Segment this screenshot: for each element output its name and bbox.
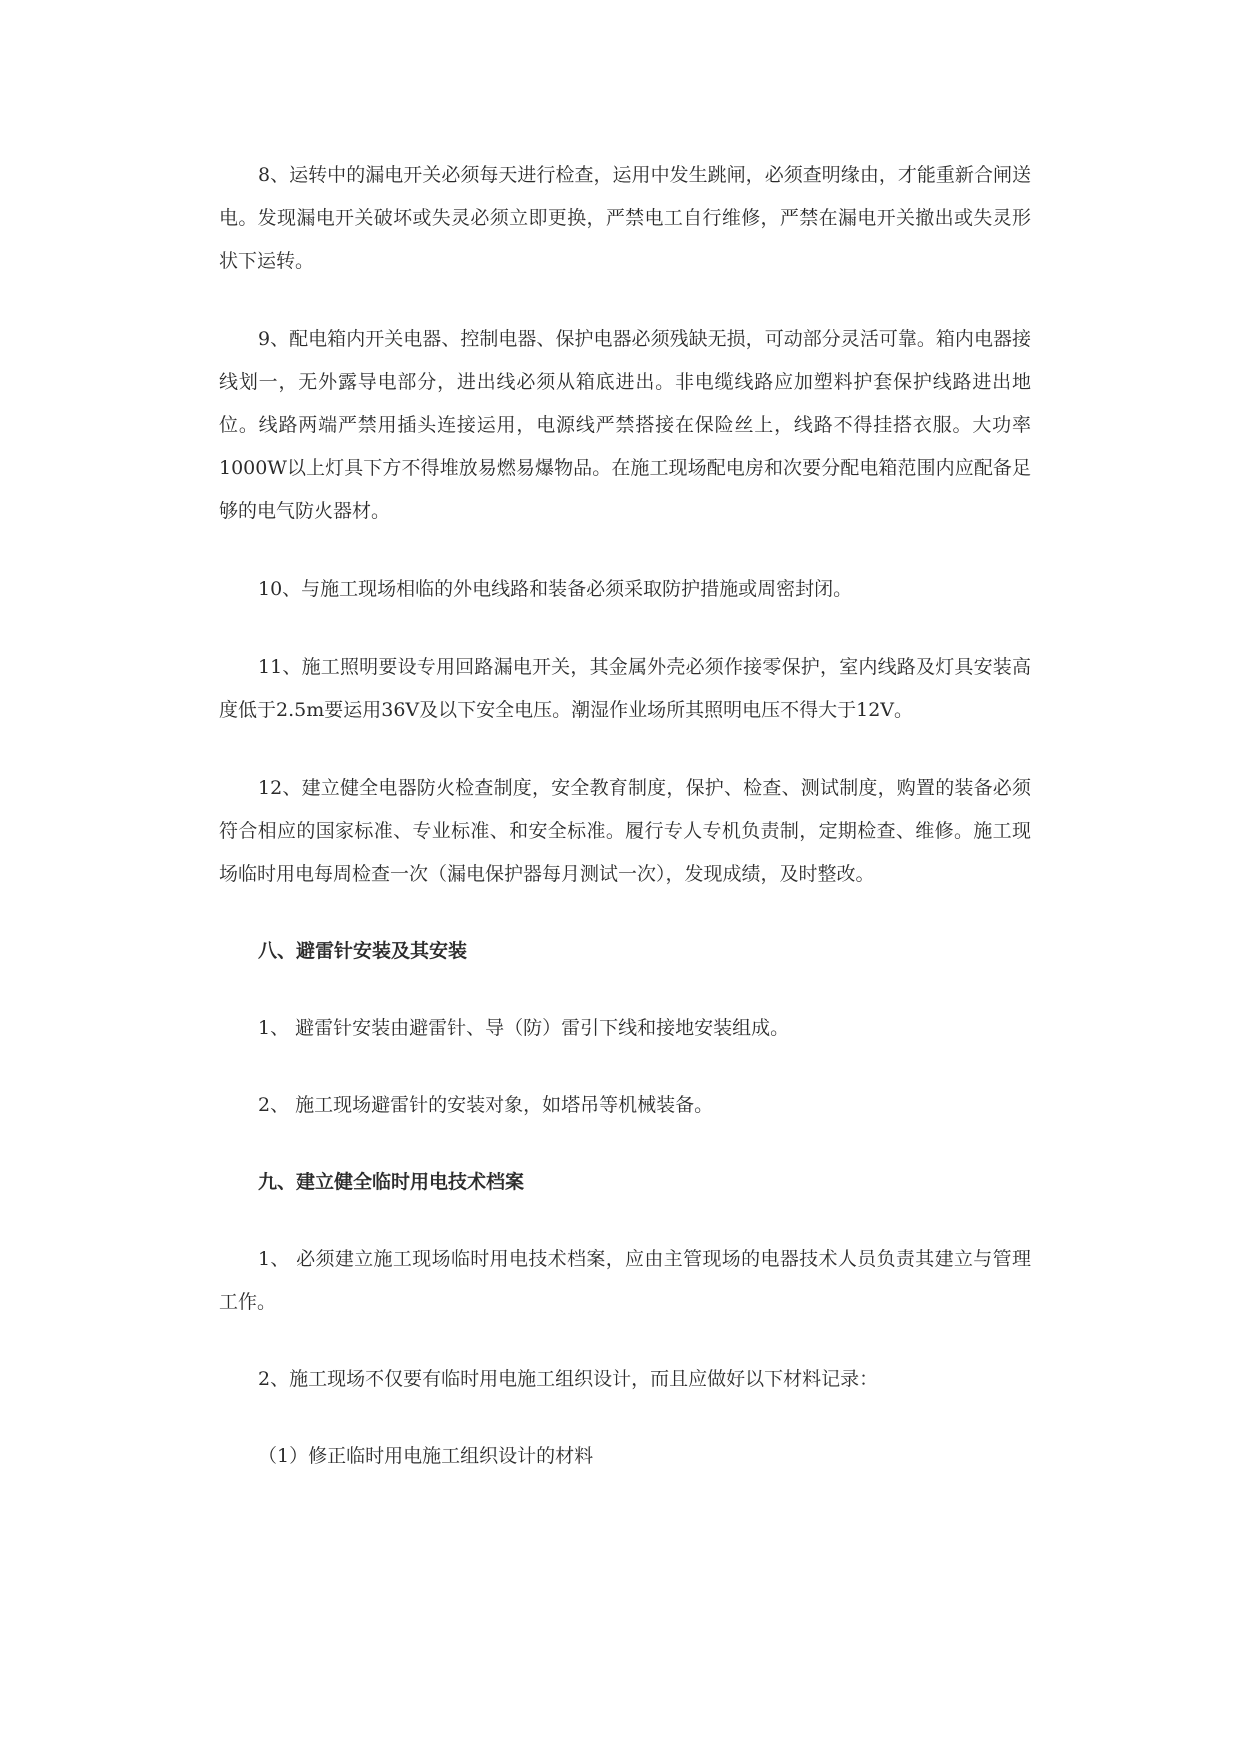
section-heading-9: 九、建立健全临时用电技术档案 xyxy=(258,1171,525,1193)
section-8-item-2: 2、 施工现场避雷针的安装对象，如塔吊等机械装备。 xyxy=(258,1094,714,1116)
document-body xyxy=(219,154,1031,1478)
section-8-item-1: 1、 避雷针安装由避雷针、导（防）雷引下线和接地安装组成。 xyxy=(258,1017,790,1039)
section-9-subitem-1: （1）修正临时用电施工组织设计的材料 xyxy=(258,1445,594,1467)
section-heading-8: 八、避雷针安装及其安装 xyxy=(258,940,468,962)
section-9-item-1: 1、 必须建立施工现场临时用电技术档案，应由主管现场的电器技术人员负责其建立与管理工作。 xyxy=(219,1248,1031,1313)
paragraph-item-11: 11、施工照明要设专用回路漏电开关，其金属外壳必须作接零保护，室内线路及灯具安装高度低于2.5m要运用36V及以下安全电压。潮湿作业场所其照明电压不得大于12V。 xyxy=(219,656,1031,721)
paragraph-item-9: 9、配电箱内开关电器、控制电器、保护电器必须残缺无损，可动部分灵活可靠。箱内电器接线划一，无外露导电部分，进出线必须从箱底进出。非电缆线路应加塑料护套保护线路进出地位。线路两端严禁用插头连接运用，电源线严禁搭接在保险丝上，线路不得挂搭衣服。大功率1000W以上灯具下方不得堆放易燃易爆物品。在施工现场配电房和次要分配电箱范围内应配备足够的电气防火器材。 xyxy=(219,328,1031,522)
section-9-item-2: 2、施工现场不仅要有临时用电施工组织设计，而且应做好以下材料记录： xyxy=(258,1368,879,1390)
paragraph-item-8: 8、运转中的漏电开关必须每天进行检查，运用中发生跳闸，必须查明缘由，才能重新合闸送电。发现漏电开关破坏或失灵必须立即更换，严禁电工自行维修，严禁在漏电开关撤出或失灵形状下运转。 xyxy=(219,164,1031,272)
paragraph-item-10: 10、与施工现场相临的外电线路和装备必须采取防护措施或周密封闭。 xyxy=(258,578,853,600)
paragraph-item-12: 12、建立健全电器防火检查制度，安全教育制度，保护、检查、测试制度，购置的装备必须符合相应的国家标准、专业标准、和安全标准。履行专人专机负责制，定期检查、维修。施工现场临时用电每周检查一次（漏电保护器每月测试一次），发现成绩，及时整改。 xyxy=(219,777,1031,885)
